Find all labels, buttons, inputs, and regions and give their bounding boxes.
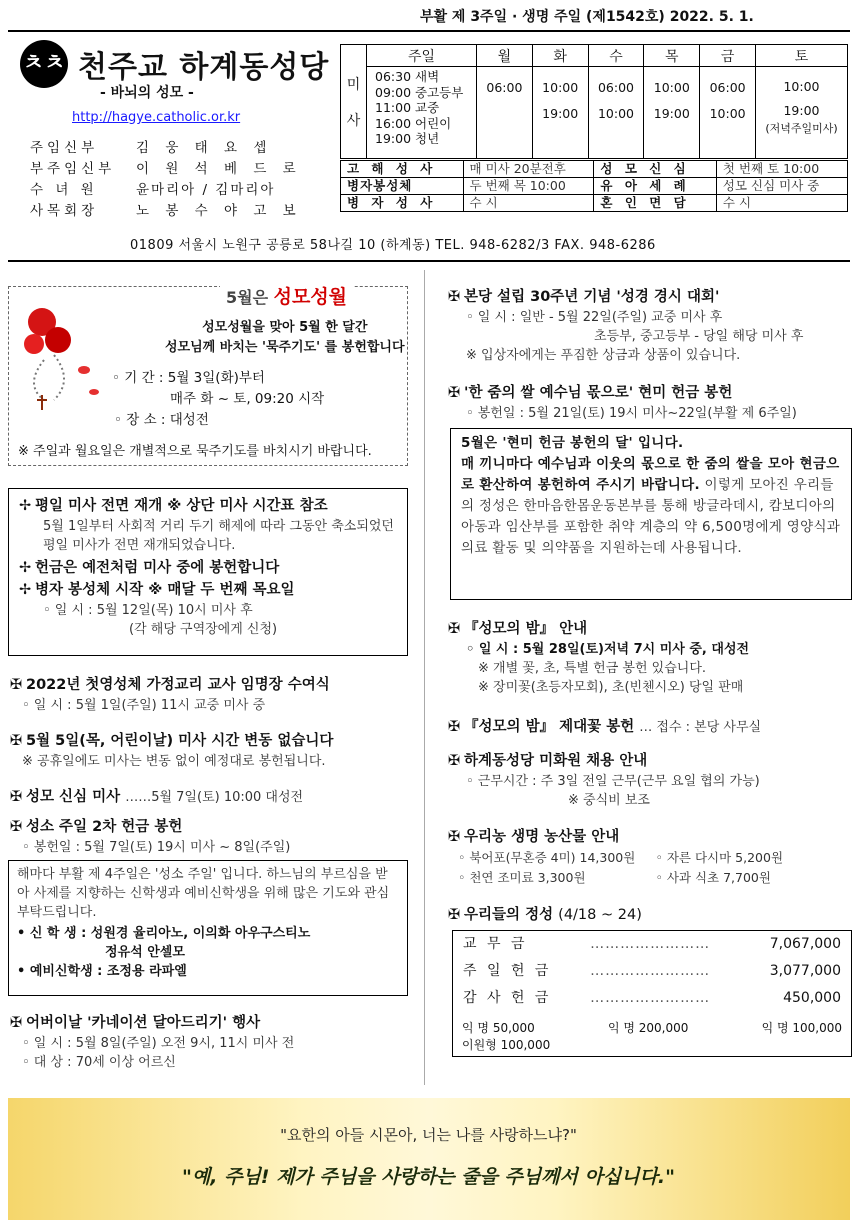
section-text: 5월 1일부터 사회적 거리 두기 해제에 따라 그동안 축소되었던 평일 미사가 전면 재개되었습니다.: [43, 519, 394, 553]
parents-day-section: ✠ 어버이날 '카네이션 달아드리기' 행사 ◦ 일 시 : 5월 8일(주일) 오전 9시, 11시 미사 전 ◦ 대 상 : 70세 이상 어르신: [10, 1012, 420, 1072]
column-divider: [424, 270, 425, 1085]
cross-icon: ✠: [10, 789, 23, 805]
footer-quote-question: "요한의 아들 시몬아, 너는 나를 사랑하느냐?": [280, 1126, 577, 1144]
cross-icon: ✠: [448, 829, 461, 845]
church-subtitle: - 바뇌의 성모 -: [100, 85, 194, 101]
cross-icon: ✠: [448, 289, 461, 305]
cross-icon: ✢: [19, 498, 32, 514]
day-saturday: 토: [756, 45, 848, 67]
mass-label: 미 사: [341, 45, 367, 159]
mass-schedule-table: [340, 44, 848, 159]
staff-name: 김 웅 태 요 셉: [136, 140, 273, 156]
donor-item: 익 명 50,000: [462, 1021, 535, 1035]
donor-item: 익 명 200,000: [607, 1021, 689, 1035]
staff-row: [30, 180, 320, 201]
cross-icon: ✠: [10, 1015, 23, 1031]
offering-section: ✠ 우리들의 정성 (4/18 ~ 24): [448, 904, 853, 926]
offering-row: 교 무 금 …………………… 7,067,000: [463, 936, 841, 952]
saturday-times: 10:00 19:00 (저녁주일미사): [756, 67, 848, 159]
day-thursday: 목: [644, 45, 700, 67]
staff-role: 부주임신부: [30, 161, 116, 177]
marian-mass-section: ✠ 성모 신심 미사 ……5월 7일(토) 10:00 대성전: [10, 786, 420, 809]
day-monday: 월: [477, 45, 533, 67]
monday-times: 06:00: [477, 67, 533, 159]
cross-icon: ✠: [10, 677, 23, 693]
may-intro: 성모성월을 맞아 5월 한 달간 성모님께 바치는 '묵주기도' 를 봉헌합니다: [165, 320, 405, 355]
sacrament-label: 성 모 신 심: [594, 161, 717, 178]
weekday-mass-box: [8, 488, 408, 656]
header-bottom-divider: [8, 260, 850, 262]
sunday-times: 06:30 새벽 09:00 중고등부 11:00 교중 16:00 어린이 19:00 청년: [367, 67, 477, 159]
sacrament-value: 성모 신심 미사 중: [716, 178, 847, 195]
sacrament-label: 고 해 성 사: [341, 161, 464, 178]
tuesday-times: 10:00 19:00: [532, 67, 588, 159]
friday-times: 06:00 10:00: [700, 67, 756, 159]
sacrament-label: 병자봉성체: [341, 178, 464, 195]
sacrament-value: 수 시: [463, 195, 594, 212]
sacrament-value: 매 미사 20분전후: [463, 161, 594, 178]
sacrament-value: 수 시: [716, 195, 847, 212]
section-heading: ✢ 병자 봉성체 시작 ※ 매달 두 번째 목요일: [19, 579, 397, 601]
cross-icon: ✢: [19, 560, 32, 576]
donor-item: 이원형 100,000: [462, 1038, 551, 1052]
cross-icon: ✠: [448, 621, 461, 637]
thursday-times: 10:00 19:00: [644, 67, 700, 159]
church-logo-icon: ㅊㅊ: [20, 40, 68, 88]
first-communion-section: ✠ 2022년 첫영성체 가정교리 교사 임명장 수여식 ◦ 일 시 : 5월 1일(주일) 11시 교중 미사 중: [10, 674, 420, 715]
staff-name: 이 원 석 베 드 로: [136, 161, 302, 177]
day-friday: 금: [700, 45, 756, 67]
vocation-box: 해마다 부활 제 4주일은 '성소 주일' 입니다. 하느님의 부르심을 받아 사제를 지향하는 신학생과 예비신학생을 위해 많은 기도와 관심 부탁드립니다. • 신 학 생 : 성원경 율리아노, 이의화 아우구스티노 정유석 안셀모 • 예비신학생 : 조정용 라파엘: [8, 860, 408, 996]
sacrament-table: [340, 160, 848, 212]
donor-item: 익 명 100,000: [761, 1021, 842, 1035]
cross-icon: ✠: [448, 719, 461, 735]
cross-icon: ✠: [448, 753, 461, 769]
cross-icon: ✠: [10, 819, 23, 835]
church-name: 천주교 하계동성당: [78, 50, 330, 85]
cross-icon: ✠: [448, 907, 461, 923]
sacrament-label: 병 자 성 사: [341, 195, 464, 212]
rose-rosary-icon: [14, 300, 104, 410]
section-text: (각 해당 구역장에게 신청): [129, 622, 278, 637]
vocation-sunday-section: ✠ 성소 주일 2차 헌금 봉헌 ◦ 봉헌일 : 5월 7일(토) 19시 미사 ~ 8일(주일): [10, 816, 420, 857]
day-wednesday: 수: [588, 45, 644, 67]
staff-name: 노 봉 수 야 고 보: [136, 203, 302, 219]
cross-icon: ✠: [10, 733, 23, 749]
staff-role: 수 녀 원: [30, 182, 98, 198]
section-heading: ✢ 평일 미사 전면 재개 ※ 상단 미사 시간표 참조: [19, 495, 397, 517]
footer-banner: [8, 1098, 850, 1220]
staff-row: [30, 159, 320, 180]
offering-row: 주 일 헌 금 …………………… 3,077,000: [463, 963, 841, 979]
product-item: ◦ 사과 식초 7,700원: [655, 870, 771, 885]
header-divider: [8, 30, 850, 32]
staff-role: 사목회장: [30, 203, 99, 219]
may-title: 5월은 성모성월: [220, 282, 353, 309]
footer-quote-answer: "예, 주님! 제가 주님을 사랑하는 줄을 주님께서 아십니다.": [182, 1166, 675, 1188]
staff-role: 주임신부: [30, 140, 99, 156]
staff-row: [30, 201, 320, 222]
day-sunday: 주일: [367, 45, 477, 67]
church-address: 01809 서울시 노원구 공릉로 58나길 10 (하계동) TEL. 948-6282/3 FAX. 948-6286: [130, 238, 656, 253]
may-info: ◦ 기 간 : 5월 3일(화)부터 매주 화 ~ 토, 09:20 시작 ◦ 장 소 : 대성전: [112, 370, 325, 428]
rice-offering-section: ✠ '한 줌의 쌀 예수님 몫으로' 현미 헌금 봉헌 ◦ 봉헌일 : 5월 21일(토) 19시 미사~22일(부활 제 6주일): [448, 382, 853, 423]
cross-icon: ✠: [448, 385, 461, 401]
section-text: ◦ 일 시 : 5월 12일(목) 10시 미사 후: [43, 603, 253, 618]
bible-contest-section: ✠ 본당 설립 30주년 기념 '성경 경시 대회' ◦ 일 시 : 일반 - 5월 22일(주일) 교중 미사 후 초등부, 중고등부 - 당일 해당 미사 후 ※ 입상자에게는 푸짐한 상금과 상품이 있습니다.: [448, 286, 853, 365]
staff-list: [30, 138, 320, 222]
staff-row: [30, 138, 320, 159]
farm-products-section: ✠ 우리농 생명 농산물 안내 ◦ 북어포(무혼증 4미) 14,300원 ◦ 자른 다시마 5,200원 ◦ 천연 조미료 3,300원 ◦ 사과 식초 7,700원: [448, 826, 853, 888]
church-website-link[interactable]: http://hagye.catholic.or.kr: [72, 110, 241, 125]
janitor-hiring-section: ✠ 하계동성당 미화원 채용 안내 ◦ 근무시간 : 주 3일 전일 근무(근무 요일 협의 가능) ※ 중식비 보조: [448, 750, 853, 810]
sacrament-value: 두 번째 목 10:00: [463, 178, 594, 195]
marian-night-section: ✠ 『성모의 밤』 안내 ◦ 일 시 : 5월 28일(토)저녁 7시 미사 중, 대성전 ※ 개별 꽃, 초, 특별 헌금 봉헌 있습니다. ※ 장미꽃(초등자모회), 초(빈첸시오) 당일 판매: [448, 618, 853, 697]
offering-row: 감 사 헌 금 …………………… 450,000: [463, 990, 841, 1006]
may-note: ※ 주일과 월요일은 개별적으로 묵주기도를 바치시기 바랍니다.: [18, 444, 372, 459]
issue-line: 부활 제 3주일 · 생명 주일 (제1542호) 2022. 5. 1.: [420, 9, 754, 25]
product-item: ◦ 북어포(무혼증 4미) 14,300원: [458, 850, 636, 865]
staff-name: 윤마리아 / 김마리아: [136, 182, 276, 198]
altar-flower-section: ✠ 『성모의 밤』 제대꽃 봉헌 … 접수 : 본당 사무실: [448, 716, 853, 739]
section-heading: ✢ 헌금은 예전처럼 미사 중에 봉헌합니다: [19, 557, 397, 579]
product-item: ◦ 자른 다시마 5,200원: [655, 850, 784, 865]
sacrament-label: 유 아 세 례: [594, 178, 717, 195]
donor-list: [462, 1020, 842, 1054]
day-tuesday: 화: [532, 45, 588, 67]
rice-offering-box: 5월은 '현미 헌금 봉헌의 달' 입니다. 매 끼니마다 예수님과 이웃의 몫으로 한 줌의 쌀을 모아 현금으로 환산하여 봉헌하여 주시기 바랍니다. 이렇게 모아진 우리들의 정성은 한마음한몸운동본부를 통해 방글라데시, 캄보디아의 아동과 임산부를 포함한 취약 계층의 약 6,500명에게 영양식과 의료 활동 및 의약품을 지원하는데 사용됩니다.: [450, 428, 852, 600]
product-item: ◦ 천연 조미료 3,300원: [458, 870, 586, 885]
childrens-day-section: ✠ 5월 5일(목, 어린이날) 미사 시간 변동 없습니다 ※ 공휴일에도 미사는 변동 없이 예정대로 봉헌됩니다.: [10, 730, 420, 771]
cross-icon: ✢: [19, 582, 32, 598]
wednesday-times: 06:00 10:00: [588, 67, 644, 159]
sacrament-label: 혼 인 면 담: [594, 195, 717, 212]
sacrament-value: 첫 번째 토 10:00: [716, 161, 847, 178]
